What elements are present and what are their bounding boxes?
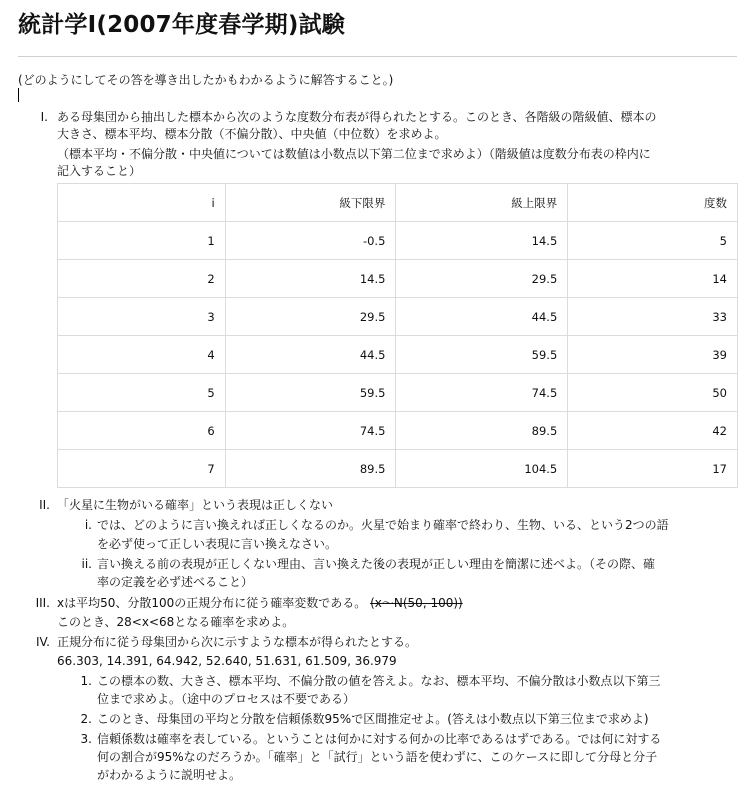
q4-item-number: 2. — [80, 712, 92, 726]
table-cell: 50 — [568, 374, 738, 412]
q4-item-line: 位まで求めよ。（途中のプロセスは不要である） — [97, 692, 356, 706]
q4-number: IV. — [35, 635, 50, 649]
table-cell: 29.5 — [225, 298, 396, 336]
table-cell: 7 — [58, 450, 226, 488]
table-header-cell: 級下限界 — [225, 184, 396, 222]
q4-text: 正規分布に従う母集団から次に示すような標本が得られたとする。 — [57, 635, 418, 649]
table-header-cell: 度数 — [568, 184, 738, 222]
table-cell: 4 — [58, 336, 226, 374]
q4-item-line: 何の割合が95%なのだろうか。「確率」と「試行」という語を使わずに、このケースに即して分母と分子 — [97, 750, 658, 764]
table-cell: 14.5 — [225, 260, 396, 298]
q2-sub-line: では、どのように言い換えれば正しくなるのか。火星で始まり確率で終わり、生物、いる、という2つの語 — [97, 518, 669, 532]
table-cell: 6 — [58, 412, 226, 450]
table-cell: 104.5 — [396, 450, 568, 488]
table-cell: 2 — [58, 260, 226, 298]
q3-number: III. — [35, 596, 50, 610]
table-row — [58, 374, 738, 412]
table-cell: -0.5 — [225, 222, 396, 260]
q1-number: I. — [40, 110, 48, 124]
q4-item-number: 3. — [80, 732, 92, 746]
q2-number: II. — [39, 498, 50, 512]
table-cell: 3 — [58, 298, 226, 336]
q3-line2: このとき、28<x<68となる確率を求めよ。 — [57, 615, 295, 629]
intro-instruction: (どのようにしてその答を導き出したかもわかるように解答すること。) — [18, 73, 394, 87]
table-row — [58, 298, 738, 336]
table-cell: 59.5 — [396, 336, 568, 374]
table-header-cell: i — [58, 184, 226, 222]
table-row — [58, 260, 738, 298]
q4-item-line: 信頼係数は確率を表している。ということは何かに対する何かの比率であるはずである。では何に対する — [97, 732, 662, 746]
table-cell: 44.5 — [396, 298, 568, 336]
q2-text: 「火星に生物がいる確率」という表現は正しくない — [57, 498, 334, 512]
table-row — [58, 412, 738, 450]
table-cell: 44.5 — [225, 336, 396, 374]
table-cell: 89.5 — [396, 412, 568, 450]
q2-sub-number: ii. — [81, 557, 92, 571]
table-cell: 74.5 — [225, 412, 396, 450]
q2-sub-line: を必ず使って正しい表現に言い換えなさい。 — [97, 537, 338, 551]
table-cell: 42 — [568, 412, 738, 450]
q3-text — [57, 595, 463, 612]
table-row — [58, 336, 738, 374]
title-divider — [18, 56, 737, 57]
q1-line: 大きさ、標本平均、標本分散（不偏分散）、中央値（中位数）を求めよ。 — [57, 127, 447, 141]
q4-item-line: がわかるように説明せよ。 — [97, 768, 242, 782]
table-cell: 14 — [568, 260, 738, 298]
table-cell: 89.5 — [225, 450, 396, 488]
q2-sub-line: 言い換える前の表現が正しくない理由、言い換えた後の表現が正しい理由を簡潔に述べよ。（その際、確 — [97, 557, 656, 571]
table-cell: 5 — [58, 374, 226, 412]
q1-line: ある母集団から抽出した標本から次のような度数分布表が得られたとする。このとき、各階級の階級値、標本の — [57, 110, 657, 124]
table-cell: 33 — [568, 298, 738, 336]
table-row — [58, 222, 738, 260]
q4-item-line: このとき、母集団の平均と分散を信頼係数95%で区間推定せよ。(答えは小数点以下第三位まで求めよ) — [97, 712, 649, 726]
q1-line: 記入すること） — [57, 164, 142, 178]
q2-sub-line: 率の定義を必ず述べること） — [97, 575, 254, 589]
frequency-table — [57, 183, 738, 488]
table-header-row — [58, 184, 738, 222]
table-cell: 17 — [568, 450, 738, 488]
text-cursor — [18, 88, 19, 102]
page-title: 統計学I(2007年度春学期)試験 — [18, 12, 345, 38]
table-cell: 74.5 — [396, 374, 568, 412]
table-cell: 29.5 — [396, 260, 568, 298]
q3-main-text: xは平均50、分散100の正規分布に従う確率変数である。 — [57, 596, 367, 610]
q1-line: （標本平均・不偏分散・中央値については数値は小数点以下第二位まで求めよ）（階級値は度数分布表の枠内に — [57, 147, 651, 161]
q4-sample: 66.303, 14.391, 64.942, 52.640, 51.631, 61.509, 36.979 — [57, 654, 397, 668]
table-cell: 5 — [568, 222, 738, 260]
table-cell: 1 — [58, 222, 226, 260]
q4-item-line: この標本の数、大きさ、標本平均、不偏分散の値を答えよ。なお、標本平均、不偏分散は小数点以下第三 — [97, 674, 661, 688]
q2-sub-number: i. — [84, 518, 92, 532]
table-header-cell: 級上限界 — [396, 184, 568, 222]
table-row — [58, 450, 738, 488]
table-cell: 59.5 — [225, 374, 396, 412]
q4-item-number: 1. — [80, 674, 92, 688]
table-cell: 39 — [568, 336, 738, 374]
q3-struck-text: (x〜N(50, 100)) — [370, 596, 463, 610]
table-cell: 14.5 — [396, 222, 568, 260]
